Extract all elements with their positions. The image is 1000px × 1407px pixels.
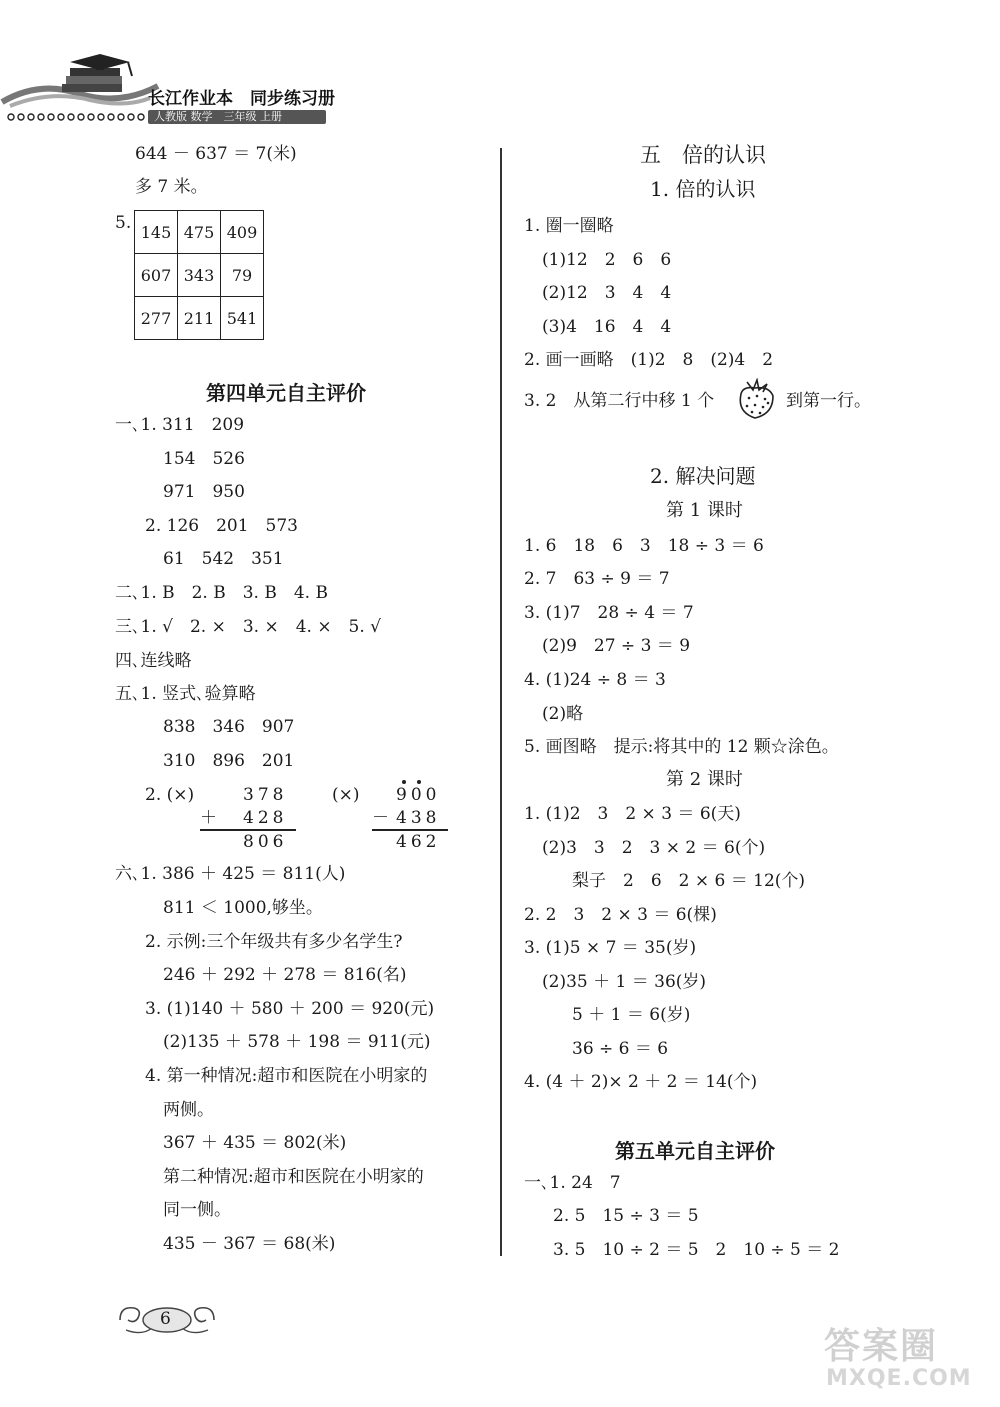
right-line: 1. (1)2 3 2 × 3 ＝ 6(天) [524,804,741,824]
grid-cell: 145 [135,211,178,254]
left-line: 二､1. B 2. B 3. B 4. B [115,583,328,603]
vertical-calc-rule [372,829,448,831]
right-line: (1)12 2 6 6 [542,250,672,270]
left-line: 838 346 907 [163,717,295,737]
vertical-calc-label: 2. (×) [145,785,195,805]
vertical-calc-top: 378 [243,785,288,805]
grid-cell: 343 [178,254,221,297]
sub-label: 人教版 数学 三年级 上册 [154,110,282,123]
right-line: 4. (4 ＋ 2)× 2 ＋ 2 ＝ 14(个) [524,1072,758,1092]
right-line: 3. (1)5 × 7 ＝ 35(岁) [524,938,697,958]
page-number: 6 [160,1309,171,1329]
left-line: 4. 第一种情况:超市和医院在小明家的 [145,1066,428,1086]
watermark-text: 答案圈 [824,1326,939,1367]
grid-cell: 409 [221,211,264,254]
right-line: 36 ÷ 6 ＝ 6 [572,1039,669,1059]
left-line: (2)135 ＋ 578 ＋ 198 ＝ 911(元) [163,1032,431,1052]
left-line: 154 526 [163,449,245,469]
repeating-dot [402,780,406,784]
chapter-5-title: 五 倍的认识 [640,143,766,167]
left-line: 246 ＋ 292 ＋ 278 ＝ 816(名) [163,965,407,985]
right-line: 3. (1)7 28 ÷ 4 ＝ 7 [524,603,694,623]
left-line: 多 7 米。 [135,177,208,197]
left-line: 310 896 201 [163,751,295,771]
vertical-calc-middle: 428 [243,808,288,828]
left-line: 六､1. 386 ＋ 425 ＝ 811(人) [115,864,346,884]
vertical-calc-result: 462 [396,832,441,852]
header-sub-bar [148,110,326,124]
grid-cell: 211 [178,297,221,340]
left-line: 2. 示例:三个年级共有多少名学生? [145,932,403,952]
section-1-title: 1. 倍的认识 [650,177,756,201]
series-title: 长江作业本 同步练习册 [148,89,335,109]
vertical-calc-top: 900 [396,785,441,805]
dotted-rule [6,112,146,122]
right-line: 1. 6 18 6 3 18 ÷ 3 ＝ 6 [524,536,764,556]
right-line: 一､1. 24 7 [524,1173,621,1193]
left-line: 971 950 [163,482,245,502]
left-line: 367 ＋ 435 ＝ 802(米) [163,1133,347,1153]
grid-cell: 277 [135,297,178,340]
grid-cell: 79 [221,254,264,297]
right-line: (2)3 3 2 3 × 2 ＝ 6(个) [542,838,766,858]
right-line: 梨子 2 6 2 × 6 ＝ 12(个) [572,871,806,891]
right-line: 4. (1)24 ÷ 8 ＝ 3 [524,670,666,690]
right-line: 2. 2 3 2 × 3 ＝ 6(棵) [524,905,717,925]
left-line: 五､1. 竖式､验算略 [115,684,256,704]
left-line: 61 542 351 [163,549,284,569]
right-line: 2. 画一画略 (1)2 8 (2)4 2 [524,350,774,370]
right-line: 2. 5 15 ÷ 3 ＝ 5 [553,1206,699,1226]
left-line: 一､1. 311 209 [115,415,245,435]
vertical-calc-middle: 438 [396,808,441,828]
left-line: 2. 126 201 573 [145,516,298,536]
right-line: (3)4 16 4 4 [542,317,672,337]
grid-cell: 607 [135,254,178,297]
left-line: 三､1. √ 2. × 3. × 4. × 5. √ [115,617,382,637]
left-line: 3. (1)140 ＋ 580 ＋ 200 ＝ 920(元) [145,999,435,1019]
watermark [820,1318,990,1398]
lesson-1-title: 第 1 课时 [666,500,743,521]
right-line: 1. 圈一圈略 [524,216,614,236]
right-line: 5. 画图略 提示:将其中的 12 颗☆涂色。 [524,737,839,757]
left-line: 同一侧。 [163,1200,231,1220]
watermark-url: MXQE.COM [826,1366,972,1391]
graduation-cap-books-icon [0,50,160,110]
lesson-2-title: 第 2 课时 [666,769,743,790]
vertical-calc-operator: － [372,808,389,828]
left-line: 644 － 637 ＝ 7(米) [135,144,297,164]
left-line: 四､连线略 [115,651,192,671]
question-5-label: 5. [115,213,132,233]
vertical-calc-operator: ＋ [200,808,217,828]
left-line: 435 － 367 ＝ 68(米) [163,1234,336,1254]
grid-cell: 475 [178,211,221,254]
left-line: 811 ＜ 1000,够坐。 [163,898,323,918]
right-line: 3. 5 10 ÷ 2 ＝ 5 2 10 ÷ 5 ＝ 2 [553,1240,840,1260]
vertical-calc-rule [200,829,296,831]
right-line: 到第一行。 [786,391,871,411]
right-line: 5 ＋ 1 ＝ 6(岁) [572,1005,691,1025]
left-line: 第二种情况:超市和医院在小明家的 [163,1167,424,1187]
vertical-calc-result: 806 [243,832,288,852]
column-divider [500,148,502,1256]
right-line: (2)9 27 ÷ 3 ＝ 9 [542,636,691,656]
repeating-dot [417,780,421,784]
right-line: (2)12 3 4 4 [542,283,672,303]
vertical-calc-label: (×) [332,785,360,805]
right-line: (2)略 [542,704,584,724]
section-2-title: 2. 解决问题 [650,464,756,488]
right-line: 3. 2 从第二行中移 1 个 [524,391,715,411]
unit-5-title: 第五单元自主评价 [615,1139,775,1163]
right-line: (2)35 ＋ 1 ＝ 36(岁) [542,972,707,992]
unit-4-title: 第四单元自主评价 [206,381,366,405]
right-line: 2. 7 63 ÷ 9 ＝ 7 [524,569,670,589]
grid-cell: 541 [221,297,264,340]
left-line: 两侧。 [163,1100,214,1120]
number-grid [134,210,264,340]
strawberry-icon [733,378,779,422]
